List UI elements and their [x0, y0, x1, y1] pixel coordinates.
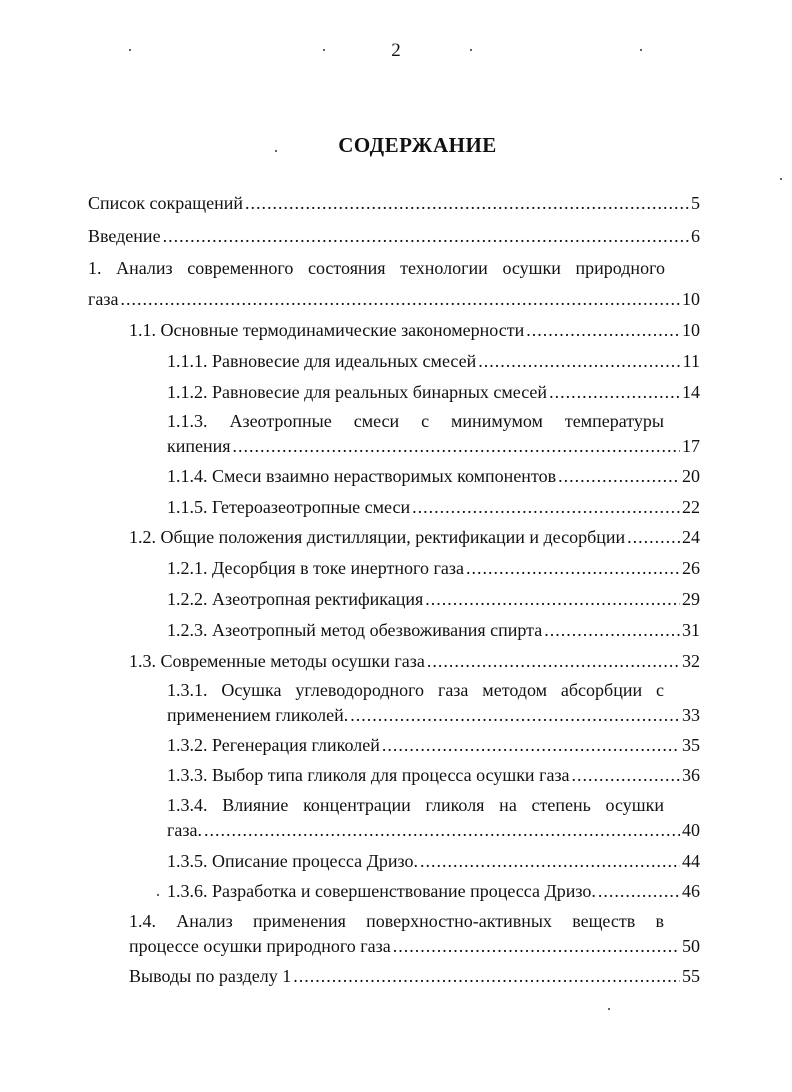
- toc-entry-title: применением гликолей.: [167, 705, 349, 725]
- toc-entry-abbreviations: [88, 193, 700, 214]
- toc-page-number: 33: [682, 705, 700, 725]
- toc-entry-title: 1.3.2. Регенерация гликолей: [167, 735, 380, 755]
- toc-entry-title: 1.1.4. Смеси взаимно нерастворимых компонентов: [167, 466, 557, 486]
- toc-leader: [598, 881, 680, 902]
- toc-entry-1-3: [129, 651, 700, 672]
- toc-entry-1-3-1: [167, 705, 700, 726]
- toc-leader: [466, 558, 680, 579]
- toc-entry-title: 1.2. Общие положения дистилляции, ректификации и десорбции: [129, 527, 626, 547]
- toc-entry-conclusions: [129, 966, 700, 987]
- toc-page-number: 17: [682, 436, 700, 456]
- toc-entry-title: 1.3.3. Выбор типа гликоля для процесса осушки газа: [167, 765, 570, 785]
- toc-entry-title: Выводы по разделу 1: [129, 966, 292, 986]
- toc-page-number: 36: [682, 765, 700, 785]
- toc-leader: [350, 705, 680, 726]
- toc-entry-1-2: [129, 527, 700, 548]
- toc-entry-1-2-2: [167, 589, 700, 610]
- toc-page-number: 29: [682, 589, 700, 609]
- toc-page-number: 10: [682, 320, 700, 340]
- toc-entry-1-1-5: [167, 497, 700, 518]
- toc-entry-1-2-3: [167, 620, 700, 641]
- toc-leader: [478, 351, 680, 372]
- toc-leader: [245, 193, 689, 214]
- toc-entry-title: 1.1. Основные термодинамические закономерности: [129, 320, 525, 340]
- toc-leader: [427, 651, 680, 672]
- scan-speck: [640, 49, 642, 51]
- toc-page-number: 22: [682, 497, 700, 517]
- toc-entry-title: процессе осушки природного газа: [129, 936, 391, 956]
- toc-entry-1-4-line1: 1.4. Анализ применения поверхностно-активных веществ в: [129, 911, 664, 931]
- toc-entry-1-3-1-line1: 1.3.1. Осушка углеводородного газа методом абсорбции с: [167, 680, 664, 700]
- page-number: 2: [391, 40, 401, 61]
- toc-entry-title: кипения: [167, 436, 231, 456]
- toc-entry-title: Список сокращений: [88, 193, 243, 213]
- toc-entry-1-1-2: [167, 382, 700, 403]
- toc-page-number: 44: [682, 851, 700, 871]
- page-title: СОДЕРЖАНИЕ: [338, 133, 497, 157]
- toc-entry-1-3-5: [167, 851, 700, 872]
- toc-entry-title: 1.3. Современные методы осушки газа: [129, 651, 425, 671]
- toc-entry-section-1: [88, 289, 700, 310]
- toc-entry-title: газа.: [167, 820, 202, 840]
- toc-entry-1-4: [129, 936, 700, 957]
- toc-entry-title: 1.1.5. Гетероазеотропные смеси: [167, 497, 411, 517]
- toc-entry-1-1-3-line1: 1.1.3. Азеотропные смеси с минимумом температуры: [167, 411, 664, 431]
- toc-leader: [233, 436, 680, 457]
- toc-entry-section-1-line1: 1. Анализ современного состояния технологии осушки природного: [88, 258, 665, 278]
- toc-entry-title: 1.2.1. Десорбция в токе инертного газа: [167, 558, 464, 578]
- toc-entry-title: 1.3.6. Разработка и совершенствование процесса Дризо.: [167, 881, 596, 901]
- toc-leader: [544, 620, 680, 641]
- toc-page-number: 14: [682, 382, 700, 402]
- scan-speck: [780, 178, 782, 180]
- toc-leader: [120, 289, 680, 310]
- scan-speck: [157, 894, 159, 896]
- toc-leader: [558, 466, 680, 487]
- toc-leader: [526, 320, 680, 341]
- toc-entry-introduction: [88, 226, 700, 247]
- toc-page-number: 5: [691, 193, 700, 213]
- toc-leader: [163, 226, 689, 247]
- toc-leader: [412, 497, 680, 518]
- toc-page-number: 50: [682, 936, 700, 956]
- toc-entry-title: 1.1.1. Равновесие для идеальных смесей: [167, 351, 477, 371]
- toc-leader: [382, 735, 680, 756]
- toc-entry-title: газа: [88, 289, 119, 309]
- toc-leader: [420, 851, 680, 872]
- toc-entry-1-1: [129, 320, 700, 341]
- toc-page-number: 55: [682, 966, 700, 986]
- toc-entry-1-3-4-line1: 1.3.4. Влияние концентрации гликоля на степень осушки: [167, 795, 664, 815]
- toc-page-number: 24: [682, 527, 700, 547]
- toc-entry-1-1-3: [167, 436, 700, 457]
- toc-entry-title: Введение: [88, 226, 161, 246]
- toc-leader: [425, 589, 680, 610]
- toc-page-number: 26: [682, 558, 700, 578]
- toc-entry-1-1-4: [167, 466, 700, 487]
- toc-page-number: 20: [682, 466, 700, 486]
- toc-entry-1-3-3: [167, 765, 700, 786]
- toc-entry-title: 1.1.2. Равновесие для реальных бинарных смесей: [167, 382, 548, 402]
- scan-speck: [608, 1008, 610, 1010]
- toc-entry-1-3-6: [167, 881, 700, 902]
- toc-leader: [572, 765, 680, 786]
- toc-leader: [293, 966, 680, 987]
- toc-leader: [549, 382, 680, 403]
- toc-entry-1-2-1: [167, 558, 700, 579]
- scan-speck: [323, 49, 325, 51]
- toc-page-number: 40: [682, 820, 700, 840]
- toc-page-number: 46: [682, 881, 700, 901]
- toc-page-number: 10: [682, 289, 700, 309]
- toc-page-number: 11: [682, 351, 700, 371]
- toc-page-number: 6: [691, 226, 700, 246]
- toc-entry-title: 1.2.2. Азеотропная ректификация: [167, 589, 424, 609]
- toc-entry-1-1-1: [167, 351, 700, 372]
- toc-entry-title: 1.2.3. Азеотропный метод обезвоживания спирта: [167, 620, 543, 640]
- toc-leader: [204, 820, 680, 841]
- toc-entry-1-3-2: [167, 735, 700, 756]
- toc-page-number: 35: [682, 735, 700, 755]
- toc-entry-title: 1.3.5. Описание процесса Дризо.: [167, 851, 419, 871]
- scan-speck: [129, 49, 131, 51]
- toc-page-number: 31: [682, 620, 700, 640]
- scan-speck: [470, 49, 472, 51]
- toc-page-number: 32: [682, 651, 700, 671]
- toc-leader: [393, 936, 680, 957]
- toc-entry-1-3-4: [167, 820, 700, 841]
- toc-leader: [627, 527, 680, 548]
